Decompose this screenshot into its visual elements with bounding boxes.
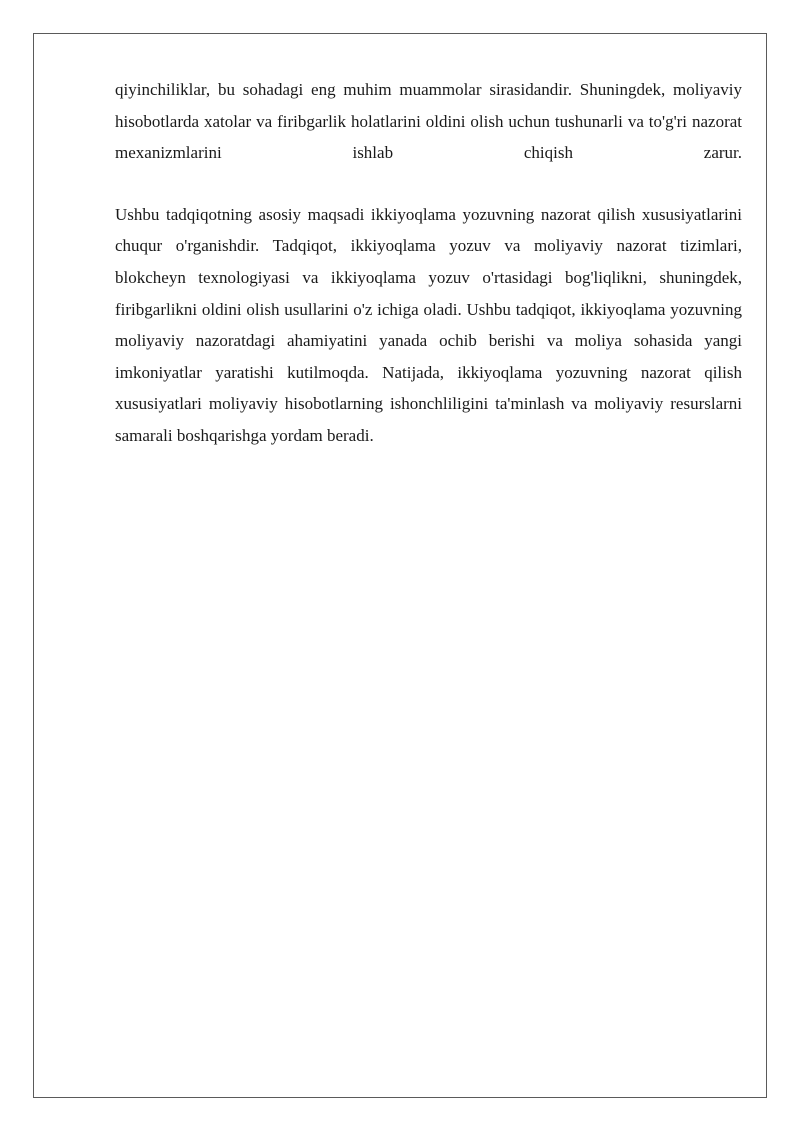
paragraph-1: qiyinchiliklar, bu sohadagi eng muhim muammolar sirasidandir. Shuningdek, moliyaviy hisobotlarda xatolar va firibgarlik holatlarini oldini olish uchun tushunarli va to'g'ri nazorat mexanizmlarini ishlab chiqish zarur. <box>115 80 742 163</box>
paragraph-2: Ushbu tadqiqotning asosiy maqsadi ikkiyoqlama yozuvning nazorat qilish xususiyatlarini chuqur o'rganishdir. Tadqiqot, ikkiyoqlama yozuv va moliyaviy nazorat tizimlari, blokcheyn texnologiyasi va ikkiyoqlama yozuv o'rtasidagi bog'liqlikni, shuningdek, firibgarlikni oldini olish usullarini o'z ichiga oladi. Ushbu tadqiqot, ikkiyoqlama yozuvning moliyaviy nazoratdagi ahamiyatini yanada ochib berishi va moliya sohasida yangi imkoniyatlar yaratishi kutilmoqda. Natijada, ikkiyoqlama yozuvning nazorat qilish xususiyatlari moliyaviy hisobotlarning ishonchliligini ta'minlash va moliyaviy resurslarni samarali boshqarishga yordam beradi. <box>115 204 742 445</box>
document-body <box>115 74 742 452</box>
